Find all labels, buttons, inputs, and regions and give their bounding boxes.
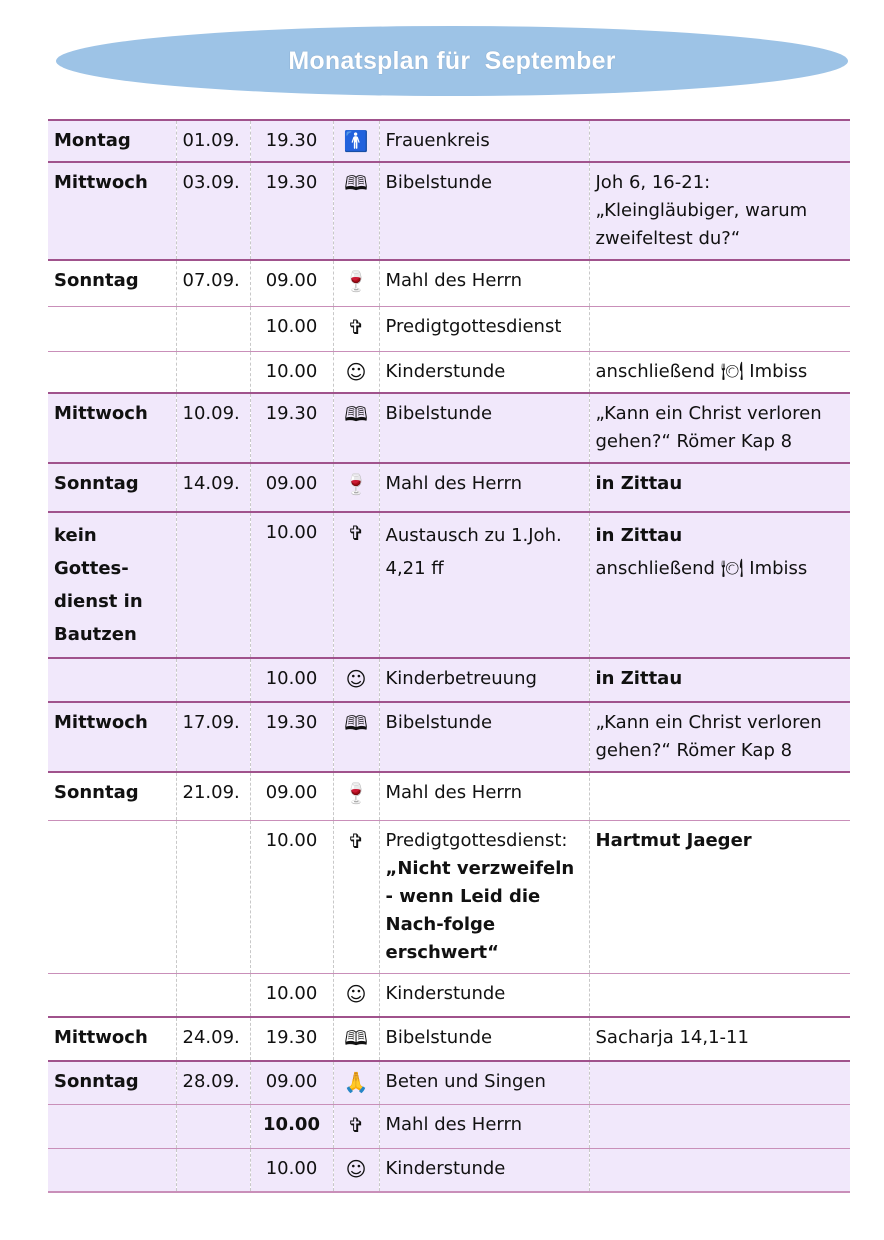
day-line: dienst in [54, 591, 143, 612]
time-cell: 10.00 [250, 307, 333, 352]
day-cell [48, 1149, 176, 1193]
book-icon: 🕮 [333, 702, 379, 772]
date-cell [176, 352, 250, 394]
table-row [48, 658, 850, 702]
note-cell [589, 307, 850, 352]
day-cell [48, 307, 176, 352]
day-cell: Mittwoch [48, 1017, 176, 1061]
day-cell [48, 821, 176, 974]
event-cell: Kinderstunde [379, 1149, 589, 1193]
day-cell [48, 1105, 176, 1149]
book-icon: 🕮 [333, 162, 379, 260]
note-text: Imbiss [749, 361, 808, 382]
date-cell [176, 974, 250, 1018]
time-cell: 09.00 [250, 1061, 333, 1105]
day-cell [48, 352, 176, 394]
note-text: in Zittau [595, 525, 683, 546]
wine-glass-icon: 🍷 [333, 772, 379, 821]
wine-glass-icon: 🍷 [333, 463, 379, 512]
plate-icon: 🍽 [720, 558, 744, 579]
book-icon: 🕮 [333, 1017, 379, 1061]
book-icon: 🕮 [333, 393, 379, 463]
note-cell [589, 1149, 850, 1193]
event-cell: Mahl des Herrn [379, 772, 589, 821]
date-cell: 01.09. [176, 120, 250, 162]
time-cell: 10.00 [250, 1105, 333, 1149]
event-cell: Beten und Singen [379, 1061, 589, 1105]
table-row [48, 772, 850, 821]
time-cell: 19.30 [250, 1017, 333, 1061]
note-cell [589, 352, 850, 394]
time-cell: 19.30 [250, 162, 333, 260]
date-cell [176, 512, 250, 658]
note-cell [589, 974, 850, 1018]
time-cell: 10.00 [250, 1149, 333, 1193]
smiley-icon: ☺ [333, 974, 379, 1018]
day-cell [48, 658, 176, 702]
person-icon: 🚹 [333, 120, 379, 162]
smiley-icon: ☺ [333, 352, 379, 394]
table-row [48, 307, 850, 352]
date-cell: 17.09. [176, 702, 250, 772]
time-cell: 10.00 [250, 821, 333, 974]
day-line: kein Gottes- [54, 525, 129, 579]
event-cell: Mahl des Herrn [379, 1105, 589, 1149]
day-cell [48, 512, 176, 658]
note-cell [589, 772, 850, 821]
event-cell: Mahl des Herrn [379, 260, 589, 307]
event-cell: Bibelstunde [379, 162, 589, 260]
table-row [48, 1017, 850, 1061]
date-cell: 21.09. [176, 772, 250, 821]
day-cell: Sonntag [48, 1061, 176, 1105]
cross-icon: ✞ [333, 307, 379, 352]
cross-icon: ✞ [333, 512, 379, 658]
date-cell: 14.09. [176, 463, 250, 512]
day-cell: Mittwoch [48, 393, 176, 463]
note-text: anschließend [595, 558, 715, 579]
event-cell: Predigtgottesdienst [379, 307, 589, 352]
day-cell: Montag [48, 120, 176, 162]
day-cell [48, 974, 176, 1018]
day-cell: Sonntag [48, 463, 176, 512]
time-cell: 10.00 [250, 352, 333, 394]
cross-icon: ✞ [333, 1105, 379, 1149]
date-cell: 07.09. [176, 260, 250, 307]
table-row [48, 260, 850, 307]
note-cell: „Kann ein Christ verloren gehen?“ Römer Kap 8 [589, 393, 850, 463]
time-cell: 19.30 [250, 120, 333, 162]
schedule-table [48, 119, 850, 1193]
table-row [48, 702, 850, 772]
time-cell: 10.00 [250, 974, 333, 1018]
smiley-icon: ☺ [333, 1149, 379, 1193]
date-cell [176, 658, 250, 702]
table-row [48, 352, 850, 394]
note-cell: „Kann ein Christ verloren gehen?“ Römer Kap 8 [589, 702, 850, 772]
day-cell: Sonntag [48, 260, 176, 307]
plate-icon: 🍽 [720, 361, 744, 382]
note-text: Imbiss [749, 558, 808, 579]
event-cell: Bibelstunde [379, 1017, 589, 1061]
table-row [48, 120, 850, 162]
day-cell: Mittwoch [48, 162, 176, 260]
note-cell: in Zittau [589, 658, 850, 702]
note-cell [589, 1061, 850, 1105]
day-cell: Sonntag [48, 772, 176, 821]
time-cell: 09.00 [250, 260, 333, 307]
time-cell: 09.00 [250, 463, 333, 512]
event-cell: Kinderstunde [379, 352, 589, 394]
event-text: Austausch zu 1.Joh. 4,21 ff [385, 525, 562, 579]
table-row [48, 1149, 850, 1193]
note-cell: Joh 6, 16-21: „Kleingläubiger, warum zweifeltest du?“ [589, 162, 850, 260]
note-cell [589, 512, 850, 658]
cross-icon: ✞ [333, 821, 379, 974]
date-cell [176, 1105, 250, 1149]
note-cell: in Zittau [589, 463, 850, 512]
table-row [48, 512, 850, 658]
time-cell: 10.00 [250, 512, 333, 658]
date-cell: 24.09. [176, 1017, 250, 1061]
date-cell: 03.09. [176, 162, 250, 260]
table-row [48, 974, 850, 1018]
date-cell [176, 307, 250, 352]
note-cell [589, 1105, 850, 1149]
event-cell [379, 821, 589, 974]
event-cell: Bibelstunde [379, 702, 589, 772]
note-cell [589, 120, 850, 162]
time-cell: 19.30 [250, 393, 333, 463]
date-cell: 28.09. [176, 1061, 250, 1105]
note-cell: Sacharja 14,1-11 [595, 1027, 749, 1048]
note-text: anschließend [595, 361, 715, 382]
event-text: Predigtgottesdienst: [385, 830, 568, 851]
table-row [48, 162, 850, 260]
page-title: Monatsplan für September [288, 46, 616, 75]
table-row [48, 1105, 850, 1149]
event-cell: Bibelstunde [379, 393, 589, 463]
event-cell [379, 512, 589, 658]
note-line [596, 552, 845, 585]
date-cell: 10.09. [176, 393, 250, 463]
day-cell: Mittwoch [48, 702, 176, 772]
event-cell: Kinderbetreuung [379, 658, 589, 702]
time-cell: 19.30 [250, 702, 333, 772]
date-cell [176, 821, 250, 974]
day-line: Bautzen [54, 624, 137, 645]
time-cell: 09.00 [250, 772, 333, 821]
praying-hands-icon: 🙏 [333, 1061, 379, 1105]
time-cell: 10.00 [250, 658, 333, 702]
event-cell: Frauenkreis [379, 120, 589, 162]
event-cell: Kinderstunde [379, 974, 589, 1018]
smiley-icon: ☺ [333, 658, 379, 702]
note-cell [589, 260, 850, 307]
table-row [48, 463, 850, 512]
table-row [48, 393, 850, 463]
event-cell: Mahl des Herrn [379, 463, 589, 512]
note-cell: Hartmut Jaeger [595, 830, 752, 851]
date-cell [176, 1149, 250, 1193]
table-row [48, 821, 850, 974]
wine-glass-icon: 🍷 [333, 260, 379, 307]
table-row [48, 1061, 850, 1105]
sermon-title: „Nicht verzweifeln - wenn Leid die Nach-folge erschwert“ [385, 858, 575, 963]
title-banner [56, 26, 848, 96]
